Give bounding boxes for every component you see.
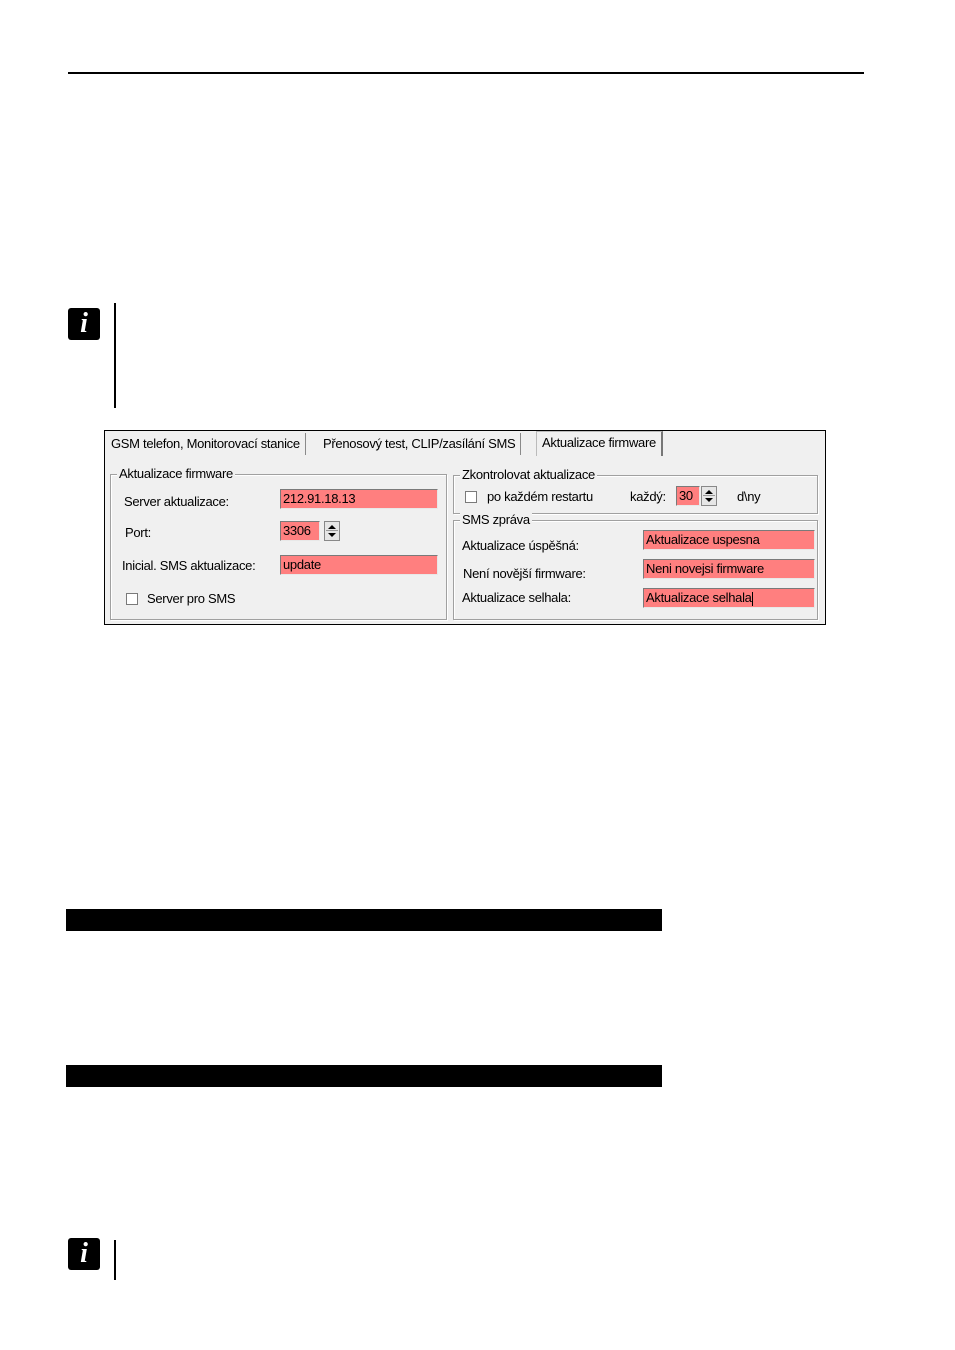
section-heading-bar-2 [66, 1065, 662, 1087]
failed-input-text: Aktualizace selhala [646, 590, 752, 605]
firmware-update-group [110, 466, 447, 620]
port-label: Port: [125, 525, 151, 540]
port-spinner[interactable] [324, 521, 340, 541]
tab-firmware-update[interactable]: Aktualizace firmware [536, 431, 663, 456]
server-sms-checkbox[interactable] [126, 593, 138, 605]
restart-label: po každém restartu [487, 489, 593, 504]
failed-input[interactable] [643, 588, 815, 608]
days-label: d\ny [737, 489, 761, 504]
spin-divider [703, 495, 715, 496]
text-caret [752, 592, 753, 606]
port-input[interactable]: 3306 [280, 521, 320, 541]
no-newer-label: Není novější firmware: [463, 566, 586, 581]
settings-dialog [104, 430, 826, 625]
init-sms-label: Inicial. SMS aktualizace: [122, 558, 256, 573]
every-spinner[interactable] [701, 486, 717, 506]
tab-strip [105, 431, 825, 456]
no-newer-input[interactable]: Neni novejsi firmware [643, 559, 815, 579]
top-rule [68, 72, 864, 74]
group-legend: Zkontrolovat aktualizace [462, 467, 595, 482]
init-sms-input[interactable]: update [280, 555, 438, 575]
spin-up-icon[interactable] [705, 490, 713, 494]
spin-down-icon[interactable] [705, 498, 713, 502]
info-note-bar [114, 1240, 116, 1280]
tab-gsm-monitoring[interactable]: GSM telefon, Monitorovací stanice [106, 433, 306, 455]
restart-checkbox[interactable] [465, 491, 477, 503]
spin-up-icon[interactable] [328, 525, 336, 529]
info-note-bar [114, 303, 116, 408]
success-label: Aktualizace úspěšná: [462, 538, 579, 553]
section-heading-bar-1 [66, 909, 662, 931]
server-sms-label: Server pro SMS [147, 591, 236, 606]
tab-transmission-test[interactable]: Přenosový test, CLIP/zasílání SMS [318, 433, 521, 455]
spin-down-icon[interactable] [328, 533, 336, 537]
info-icon: i [68, 1238, 100, 1270]
every-input[interactable]: 30 [676, 486, 700, 506]
server-label: Server aktualizace: [124, 494, 229, 509]
success-input[interactable]: Aktualizace uspesna [643, 530, 815, 550]
group-legend: SMS zpráva [462, 512, 530, 527]
info-icon: i [68, 308, 100, 340]
server-input[interactable]: 212.91.18.13 [280, 489, 438, 509]
check-updates-group [453, 467, 818, 514]
every-label: každý: [630, 489, 666, 504]
failed-label: Aktualizace selhala: [462, 590, 571, 605]
spin-divider [326, 530, 338, 531]
group-legend: Aktualizace firmware [119, 466, 233, 481]
sms-message-group [453, 512, 818, 620]
